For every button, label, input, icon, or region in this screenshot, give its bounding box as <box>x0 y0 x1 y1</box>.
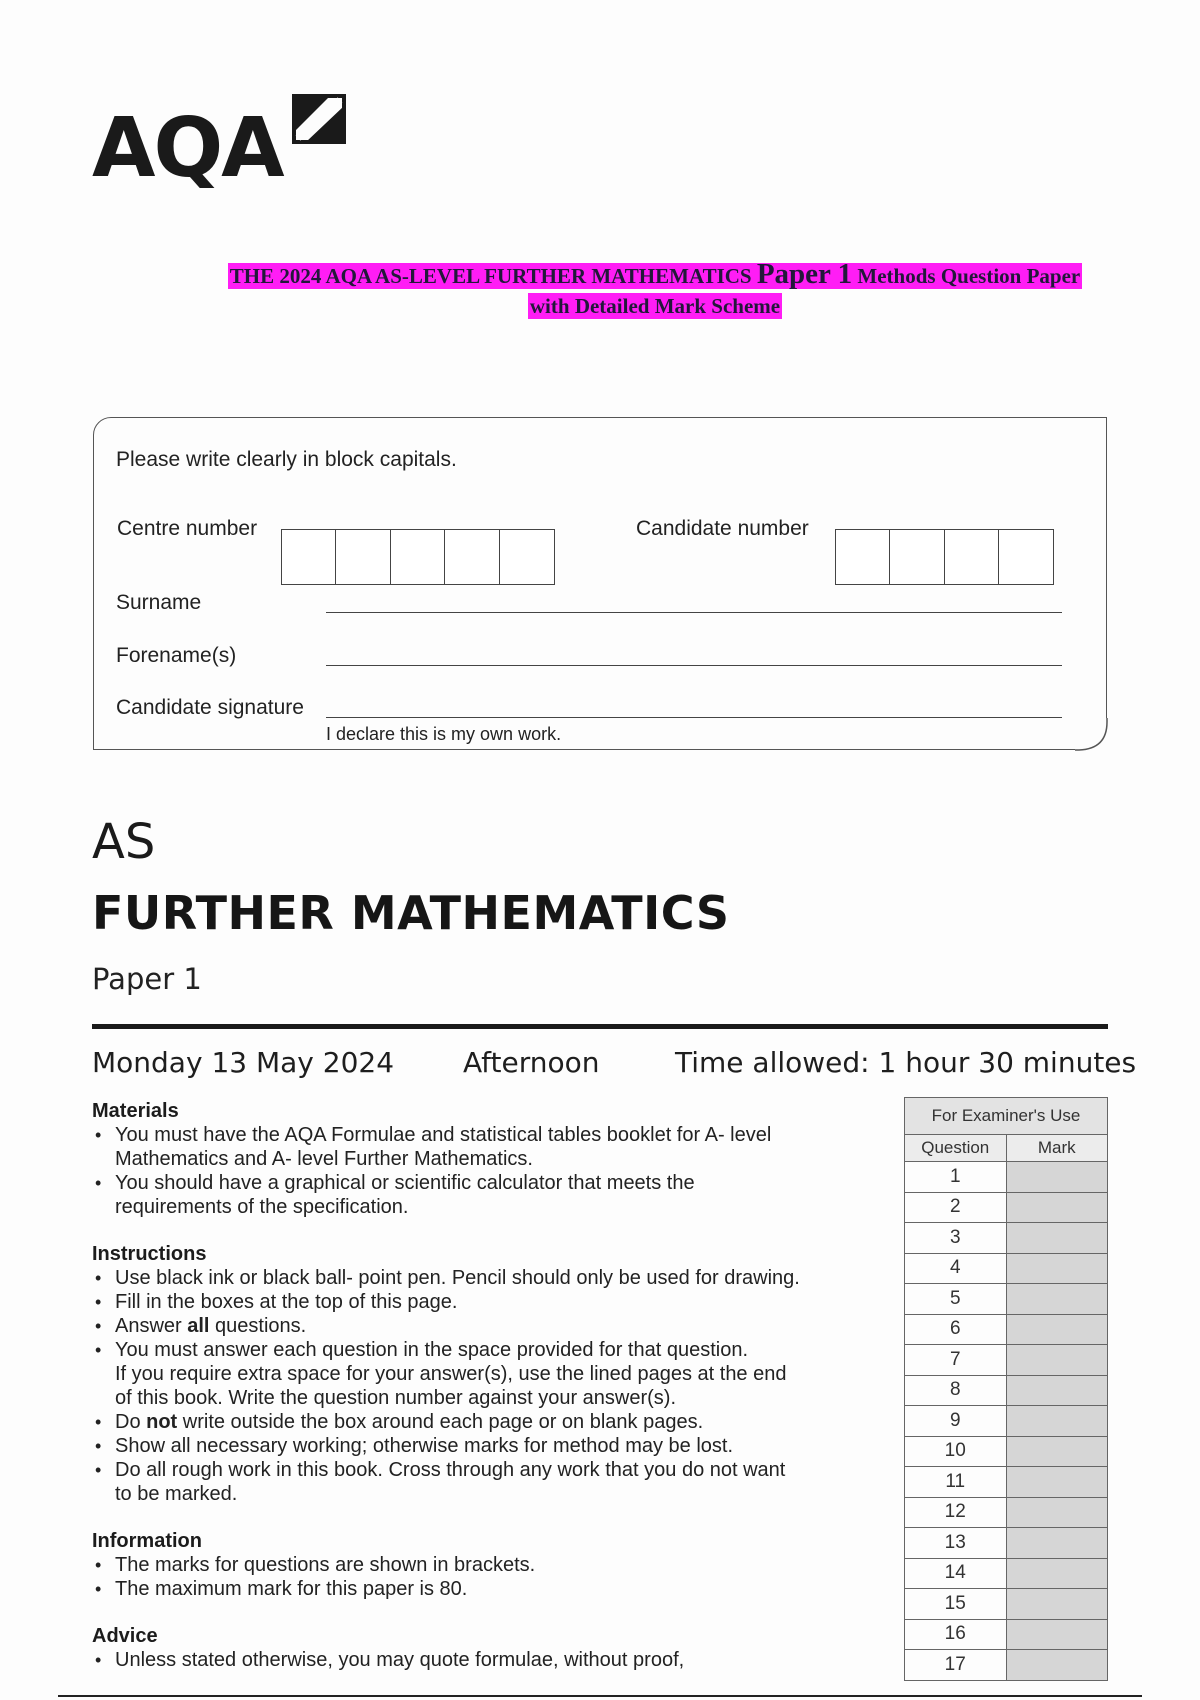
time-allowed: Time allowed: 1 hour 30 minutes <box>675 1046 1137 1079</box>
mark-cell[interactable] <box>1006 1253 1108 1284</box>
question-number-cell: 7 <box>905 1345 1007 1376</box>
advice-heading: Advice <box>92 1625 158 1647</box>
signature-label: Candidate signature <box>116 696 304 719</box>
aqa-logo-mark-icon <box>292 92 348 148</box>
table-row <box>905 1192 1108 1223</box>
candidate-digit-box[interactable] <box>944 529 1000 585</box>
centre-digit-box[interactable] <box>499 529 555 585</box>
forename-label: Forename(s) <box>116 644 237 667</box>
table-row <box>905 1436 1108 1467</box>
page-bottom-rule <box>58 1695 1142 1697</box>
question-number-cell: 8 <box>905 1375 1007 1406</box>
table-row <box>905 1314 1108 1345</box>
list-item: • You must have the AQA Formulae and statistical tables booklet for A- level Mathematics and A- level Further Mathematics. <box>92 1123 772 1171</box>
list-item: • Answer all questions. <box>92 1314 882 1338</box>
mark-cell[interactable] <box>1006 1467 1108 1498</box>
instructions-heading: Instructions <box>92 1243 207 1265</box>
surname-line[interactable] <box>326 612 1062 613</box>
box-corner <box>1075 718 1109 752</box>
mark-cell[interactable] <box>1006 1284 1108 1315</box>
information-list <box>92 1553 892 1601</box>
table-row <box>905 1406 1108 1437</box>
question-number-cell: 14 <box>905 1558 1007 1589</box>
question-number-cell: 10 <box>905 1436 1007 1467</box>
title-line-2: with Detailed Mark Scheme <box>529 294 781 318</box>
list-item: • The marks for questions are shown in brackets. <box>92 1553 892 1577</box>
table-row <box>905 1162 1108 1193</box>
mark-cell[interactable] <box>1006 1436 1108 1467</box>
table-row <box>905 1284 1108 1315</box>
mark-cell[interactable] <box>1006 1345 1108 1376</box>
table-row <box>905 1375 1108 1406</box>
candidate-digit-box[interactable] <box>889 529 945 585</box>
table-row <box>905 1467 1108 1498</box>
centre-digit-box[interactable] <box>390 529 446 585</box>
candidate-digit-box[interactable] <box>998 529 1054 585</box>
examiner-use-table <box>904 1097 1108 1681</box>
table-row <box>905 1558 1108 1589</box>
list-item: • Unless stated otherwise, you may quote formulae, without proof, <box>92 1648 892 1672</box>
examiner-table-title: For Examiner's Use <box>905 1098 1108 1135</box>
signature-line[interactable] <box>326 717 1062 718</box>
question-column-header: Question <box>905 1135 1007 1162</box>
table-row <box>905 1589 1108 1620</box>
question-number-cell: 2 <box>905 1192 1007 1223</box>
question-number-cell: 9 <box>905 1406 1007 1437</box>
table-row <box>905 1619 1108 1650</box>
mark-cell[interactable] <box>1006 1528 1108 1559</box>
advice-list <box>92 1648 892 1672</box>
candidate-details-box <box>93 417 1107 750</box>
declaration-text: I declare this is my own work. <box>326 724 562 744</box>
question-number-cell: 12 <box>905 1497 1007 1528</box>
examiner-table-body <box>905 1162 1108 1681</box>
information-heading: Information <box>92 1530 202 1552</box>
centre-digit-box[interactable] <box>444 529 500 585</box>
instructions-column <box>92 1100 892 1672</box>
mark-cell[interactable] <box>1006 1558 1108 1589</box>
paper-number: Paper 1 <box>92 962 202 996</box>
mark-cell[interactable] <box>1006 1406 1108 1437</box>
mark-cell[interactable] <box>1006 1375 1108 1406</box>
title-line-1: THE 2024 AQA AS-LEVEL FURTHER MATHEMATICS Paper 1 Methods Question Paper <box>229 258 1081 290</box>
question-number-cell: 13 <box>905 1528 1007 1559</box>
mark-column-header: Mark <box>1006 1135 1108 1162</box>
centre-digit-box[interactable] <box>281 529 337 585</box>
list-item: • You should have a graphical or scientific calculator that meets the requirements of the specification. <box>92 1171 772 1219</box>
table-row <box>905 1253 1108 1284</box>
list-item: • Fill in the boxes at the top of this page. <box>92 1290 882 1314</box>
list-item: • Do all rough work in this book. Cross through any work that you do not want to be marked. <box>92 1458 805 1506</box>
question-number-cell: 4 <box>905 1253 1007 1284</box>
mark-cell[interactable] <box>1006 1650 1108 1681</box>
mark-cell[interactable] <box>1006 1619 1108 1650</box>
mark-cell[interactable] <box>1006 1314 1108 1345</box>
list-item: • Do not write outside the box around each page or on blank pages. <box>92 1410 882 1434</box>
candidate-number-label: Candidate number <box>636 517 809 540</box>
table-row <box>905 1650 1108 1681</box>
materials-list <box>92 1123 772 1219</box>
list-item: • The maximum mark for this paper is 80. <box>92 1577 892 1601</box>
candidate-number-boxes[interactable] <box>836 529 1054 585</box>
instructions-list <box>92 1266 882 1506</box>
mark-cell[interactable] <box>1006 1162 1108 1193</box>
subject-title: FURTHER MATHEMATICS <box>92 886 730 940</box>
qualification-level: AS <box>92 814 156 870</box>
exam-date: Monday 13 May 2024 <box>92 1046 395 1079</box>
question-number-cell: 3 <box>905 1223 1007 1254</box>
list-item: • Use black ink or black ball- point pen. Pencil should only be used for drawing. <box>92 1266 882 1290</box>
question-number-cell: 1 <box>905 1162 1007 1193</box>
centre-number-label: Centre number <box>117 517 258 540</box>
forename-line[interactable] <box>326 665 1062 666</box>
question-number-cell: 17 <box>905 1650 1007 1681</box>
mark-cell[interactable] <box>1006 1589 1108 1620</box>
exam-session: Afternoon <box>463 1046 600 1079</box>
table-row <box>905 1497 1108 1528</box>
document-title <box>150 259 1160 321</box>
block-capitals-instruction: Please write clearly in block capitals. <box>116 448 457 471</box>
mark-cell[interactable] <box>1006 1192 1108 1223</box>
question-number-cell: 6 <box>905 1314 1007 1345</box>
question-number-cell: 5 <box>905 1284 1007 1315</box>
table-row <box>905 1345 1108 1376</box>
list-item: • You must answer each question in the space provided for that question. If you require extra space for your answer(s), use the lined pages at the end of this book. Write the question number against your answer(s). <box>92 1338 795 1410</box>
mark-cell[interactable] <box>1006 1497 1108 1528</box>
extra-space-text: If you require extra space for your answer(s), use the lined pages at the end of this book. Write the question number against your answer(s). <box>115 1363 787 1409</box>
centre-digit-box[interactable] <box>335 529 391 585</box>
surname-label: Surname <box>116 591 202 614</box>
centre-number-boxes[interactable] <box>282 529 555 585</box>
list-item: • Show all necessary working; otherwise marks for method may be lost. <box>92 1434 882 1458</box>
mark-cell[interactable] <box>1006 1223 1108 1254</box>
question-number-cell: 16 <box>905 1619 1007 1650</box>
table-row <box>905 1223 1108 1254</box>
question-number-cell: 15 <box>905 1589 1007 1620</box>
table-row <box>905 1528 1108 1559</box>
question-number-cell: 11 <box>905 1467 1007 1498</box>
header-rule <box>92 1024 1108 1029</box>
candidate-digit-box[interactable] <box>835 529 891 585</box>
logo-text: AQA <box>92 101 283 196</box>
materials-heading: Materials <box>92 1100 179 1122</box>
